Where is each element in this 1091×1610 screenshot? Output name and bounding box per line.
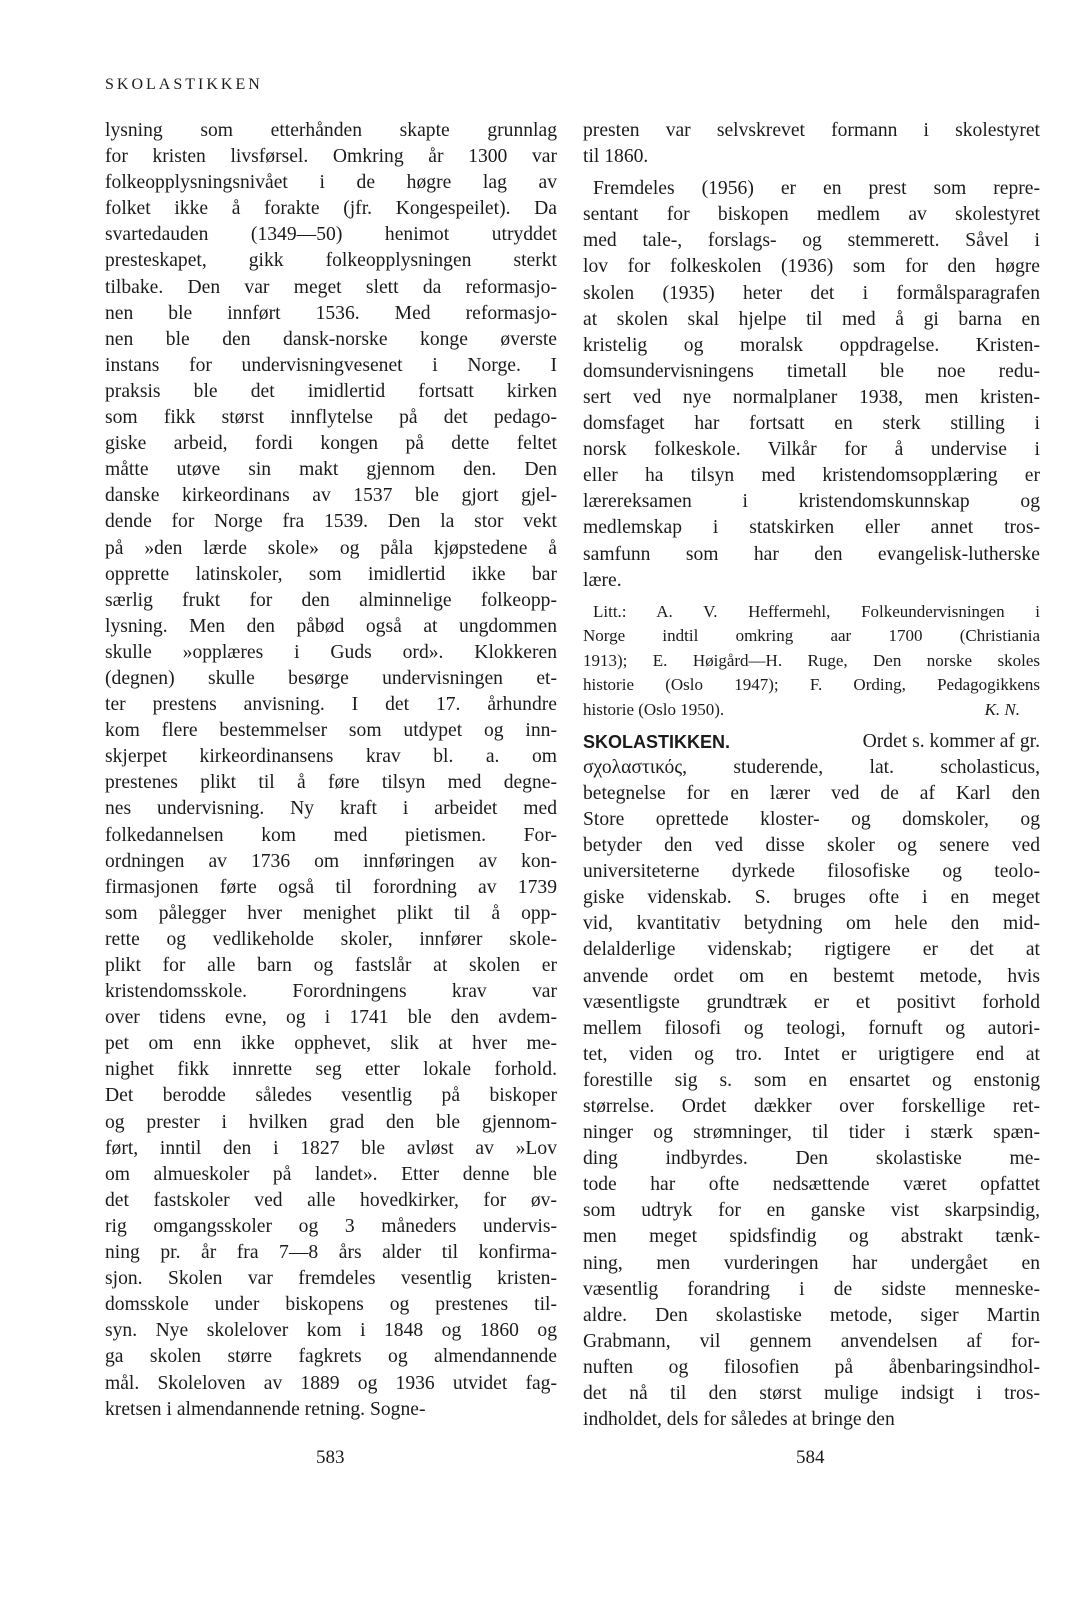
text-line: at skolen skal hjelpe til med å gi barna en bbox=[583, 308, 1040, 330]
text-line: nighet fikk innrette seg etter lokale forhold. bbox=[105, 1059, 557, 1081]
text-line: praksis ble det imidlertid fortsatt kirken bbox=[105, 380, 557, 402]
entry-line: tet, viden og tro. Intet er urigtigere end at bbox=[583, 1043, 1040, 1065]
entry-line: ding indbyrdes. Den skolastiske me- bbox=[583, 1148, 1040, 1170]
text-line: tilbake. Den var meget slett da reformasjo- bbox=[105, 276, 557, 298]
text-line: skulle »opplæres i Guds ord». Klokkeren bbox=[105, 641, 557, 663]
entry-line: det nå til den størst mulige indsigt i tros- bbox=[583, 1383, 1040, 1404]
text-line: og prester i hvilken grad den ble gjennom- bbox=[105, 1111, 557, 1133]
entry-line: Store oprettede kloster- og domskoler, og bbox=[583, 808, 1040, 830]
text-line: plikt for alle barn og fastslår at skolen er bbox=[105, 955, 557, 976]
page-number-right: 584 bbox=[796, 1447, 825, 1468]
text-line: folkedannelsen kom med pietismen. For- bbox=[105, 824, 557, 846]
text-line: giske arbeid, fordi kongen på dette feltet bbox=[105, 433, 557, 455]
text-line: som fikk størst innflytelse på det pedago- bbox=[105, 407, 557, 429]
entry-line: vid, kvantitativ betydning om hele den mid- bbox=[583, 913, 1040, 935]
text-line: domsfaget har fortsatt en sterk stilling i bbox=[583, 413, 1040, 435]
entry-line: mellem filosofi og teologi, fornuft og autori- bbox=[583, 1017, 1040, 1039]
entry-line bbox=[583, 729, 1040, 755]
text-line: danske kirkeordinans av 1537 ble gjort gjel- bbox=[105, 485, 557, 507]
literature-line: Norge indtil omkring aar 1700 (Christiania bbox=[583, 626, 1040, 646]
text-line: lysning som etterhånden skapte grunnlag bbox=[105, 120, 557, 141]
entry-line: betyder den ved disse skoler og senere ved bbox=[583, 835, 1040, 857]
text-line: samfunn som har den evangelisk-lutherske bbox=[583, 543, 1040, 565]
text-line: (degnen) skulle besørge undervisningen et- bbox=[105, 667, 557, 689]
literature-line: 1913); E. Høigård—H. Ruge, Den norske skoles bbox=[583, 650, 1040, 670]
text-line: måtte utøve sin makt gjennom den. Den bbox=[105, 459, 557, 481]
text-line: lysning. Men den påbød også at ungdommen bbox=[105, 615, 557, 637]
text-line: folket ikke å forakte (jfr. Kongespeilet). Da bbox=[105, 198, 557, 220]
text-line: presten var selvskrevet formann i skolestyret bbox=[583, 120, 1040, 141]
text-line: nen ble innført 1536. Med reformasjo- bbox=[105, 302, 557, 324]
text-line: skjerpet kirkeordinansens krav bl. a. om bbox=[105, 746, 557, 768]
text-line: lærereksamen i kristendomskunnskap og bbox=[583, 491, 1040, 513]
entry-line: universiteterne dyrkede filosofiske og teolo- bbox=[583, 861, 1040, 883]
entry-line: anvende ordet om en bestemt metode, hvis bbox=[583, 965, 1040, 987]
entry-line: nuften og filosofien på åbenbaringsindhol- bbox=[583, 1356, 1040, 1378]
text-line: ning pr. år fra 7—8 års alder til konfirma- bbox=[105, 1242, 557, 1264]
entry-line: ning, men vurderingen har undergået en bbox=[583, 1252, 1040, 1274]
text-line: domsundervisningens timetall ble noe redu- bbox=[583, 360, 1040, 382]
text-line: dende for Norge fra 1539. Den la stor vekt bbox=[105, 511, 557, 533]
literature-line bbox=[583, 698, 1040, 723]
text-line: Det berodde således vesentlig på biskoper bbox=[105, 1085, 557, 1107]
text-line: nes undervisning. Ny kraft i arbeidet med bbox=[105, 798, 557, 820]
text-line: ført, inntil den i 1827 ble avløst av »Lov bbox=[105, 1137, 557, 1159]
text-line: som pålegger hver menighet plikt til å opp- bbox=[105, 902, 557, 924]
text-line: instans for undervisningvesenet i Norge. I bbox=[105, 354, 557, 376]
text-line: eller ha tilsyn med kristendomsopplæring er bbox=[583, 465, 1040, 487]
text-line: kristelig og moralsk oppdragelse. Kristen- bbox=[583, 334, 1040, 356]
text-line: til 1860. bbox=[583, 146, 649, 168]
text-line: ga skolen større fagkrets og almendannende bbox=[105, 1346, 557, 1368]
text-line: ter prestens anvisning. I det 17. århundre bbox=[105, 694, 557, 716]
text-line: rig omgangsskoler og 3 måneders undervis- bbox=[105, 1215, 557, 1237]
page-number-left: 583 bbox=[316, 1447, 345, 1468]
text-line: prestenes plikt til å føre tilsyn med degne- bbox=[105, 772, 557, 794]
literature-line: Litt.: A. V. Heffermehl, Folkeundervisningen i bbox=[593, 601, 1040, 621]
entry-line: størrelse. Ordet dækker over forskellige ret- bbox=[583, 1095, 1040, 1117]
entry-line: tode har ofte nedsættende været opfattet bbox=[583, 1174, 1040, 1196]
entry-line: σχολαστικός, studerende, lat. scholasticus, bbox=[583, 756, 1040, 778]
text-line: rette og vedlikeholde skoler, innfører skole- bbox=[105, 928, 557, 950]
entry-line: betegnelse for en lærer ved de af Karl den bbox=[583, 782, 1040, 804]
literature-line: historie (Oslo 1947); F. Ording, Pedagogikkens bbox=[583, 675, 1040, 695]
text-line: presteskapet, gikk folkeopplysningen sterkt bbox=[105, 250, 557, 272]
literature-line-text: historie (Oslo 1950). bbox=[583, 700, 725, 720]
entry-skolastikken bbox=[583, 729, 1040, 1434]
text-line: opprette latinskoler, som imidlertid ikke bar bbox=[105, 563, 557, 585]
entry-headword: SKOLASTIKKEN. bbox=[583, 731, 731, 752]
entry-line: væsentligste grundtræk er et positivt forhold bbox=[583, 991, 1040, 1013]
text-line: kom flere bestemmelser som utdypet og inn- bbox=[105, 720, 557, 742]
text-line: mål. Skoleloven av 1889 og 1936 utvidet fag- bbox=[105, 1372, 557, 1394]
paragraph-continuation bbox=[583, 118, 1040, 170]
entry-line: ninger og strømninger, til tider i stærk spæn- bbox=[583, 1122, 1040, 1144]
entry-line: delalderlige videnskab; rigtigere er det at bbox=[583, 939, 1040, 961]
text-line: for kristen livsførsel. Omkring år 1300 var bbox=[105, 146, 557, 168]
text-line: sert ved nye normalplaner 1938, men kristen- bbox=[583, 386, 1040, 408]
right-column bbox=[583, 118, 1040, 1433]
entry-line: forestille sig s. som en ensartet og enstonig bbox=[583, 1069, 1040, 1091]
text-line: lære. bbox=[583, 569, 622, 591]
text-line: norsk folkeskole. Vilkår for å undervise i bbox=[583, 439, 1040, 461]
text-line: sjon. Skolen var fremdeles vesentlig kristen- bbox=[105, 1268, 557, 1290]
text-line: pet om enn ikke opphevet, slik at hver me- bbox=[105, 1033, 557, 1055]
text-line: lov for folkeskolen (1936) som for den høgre bbox=[583, 256, 1040, 278]
text-line: på »den lærde skole» og påla kjøpstedene å bbox=[105, 537, 557, 559]
text-line: medlemskap i statskirken eller annet tros- bbox=[583, 517, 1040, 539]
entry-line: men meget spidsfindig og abstrakt tænk- bbox=[583, 1226, 1040, 1248]
entry-line: indholdet, dels for således at bringe den bbox=[583, 1409, 895, 1431]
text-line: med tale-, forslags- og stemmerett. Såvel i bbox=[583, 230, 1040, 252]
entry-line: aldre. Den skolastiske metode, siger Martin bbox=[583, 1304, 1040, 1326]
entry-line: Grabmann, vil gennem anvendelsen af for- bbox=[583, 1330, 1040, 1352]
left-column bbox=[105, 118, 557, 1423]
text-line: over tidens evne, og i 1741 ble den avdem- bbox=[105, 1007, 557, 1029]
text-line: Fremdeles (1956) er en prest som repre- bbox=[593, 178, 1040, 200]
text-line: det fastskoler ved alle hovedkirker, for øv- bbox=[105, 1189, 557, 1211]
running-head: SKOLASTIKKEN bbox=[105, 76, 263, 93]
author-signature: K. N. bbox=[984, 700, 1020, 720]
text-line: kretsen i almendannende retning. Sogne- bbox=[105, 1398, 426, 1420]
paragraph-fremdeles bbox=[583, 176, 1040, 594]
text-line: nen ble den dansk-norske konge øverste bbox=[105, 328, 557, 350]
literature-references bbox=[583, 600, 1040, 723]
entry-line: som udtryk for en ganske vist skarpsindig, bbox=[583, 1200, 1040, 1222]
entry-line-text: Ordet s. kommer af gr. bbox=[862, 730, 1040, 752]
text-line: ordningen av 1736 om innføringen av kon- bbox=[105, 850, 557, 872]
text-line: domsskole under biskopens og prestenes til- bbox=[105, 1294, 557, 1316]
entry-line: giske videnskab. S. bruges ofte i en meget bbox=[583, 887, 1040, 909]
text-line: kristendomsskole. Forordningens krav var bbox=[105, 981, 557, 1003]
text-line: om almueskoler på landet». Etter denne ble bbox=[105, 1163, 557, 1185]
text-line: svartedauden (1349—50) henimot utryddet bbox=[105, 224, 557, 246]
text-line: firmasjonen førte også til forordning av 1739 bbox=[105, 876, 557, 898]
entry-line: væsentlig forandring i de sidste menneske- bbox=[583, 1278, 1040, 1300]
text-line: folkeopplysningsnivået i de høgre lag av bbox=[105, 172, 557, 194]
text-line: særlig frukt for den alminnelige folkeopp- bbox=[105, 589, 557, 611]
text-line: sentant for biskopen medlem av skolestyret bbox=[583, 204, 1040, 226]
text-line: skolen (1935) heter det i formålsparagrafen bbox=[583, 282, 1040, 304]
text-line: syn. Nye skolelover kom i 1848 og 1860 og bbox=[105, 1320, 557, 1342]
